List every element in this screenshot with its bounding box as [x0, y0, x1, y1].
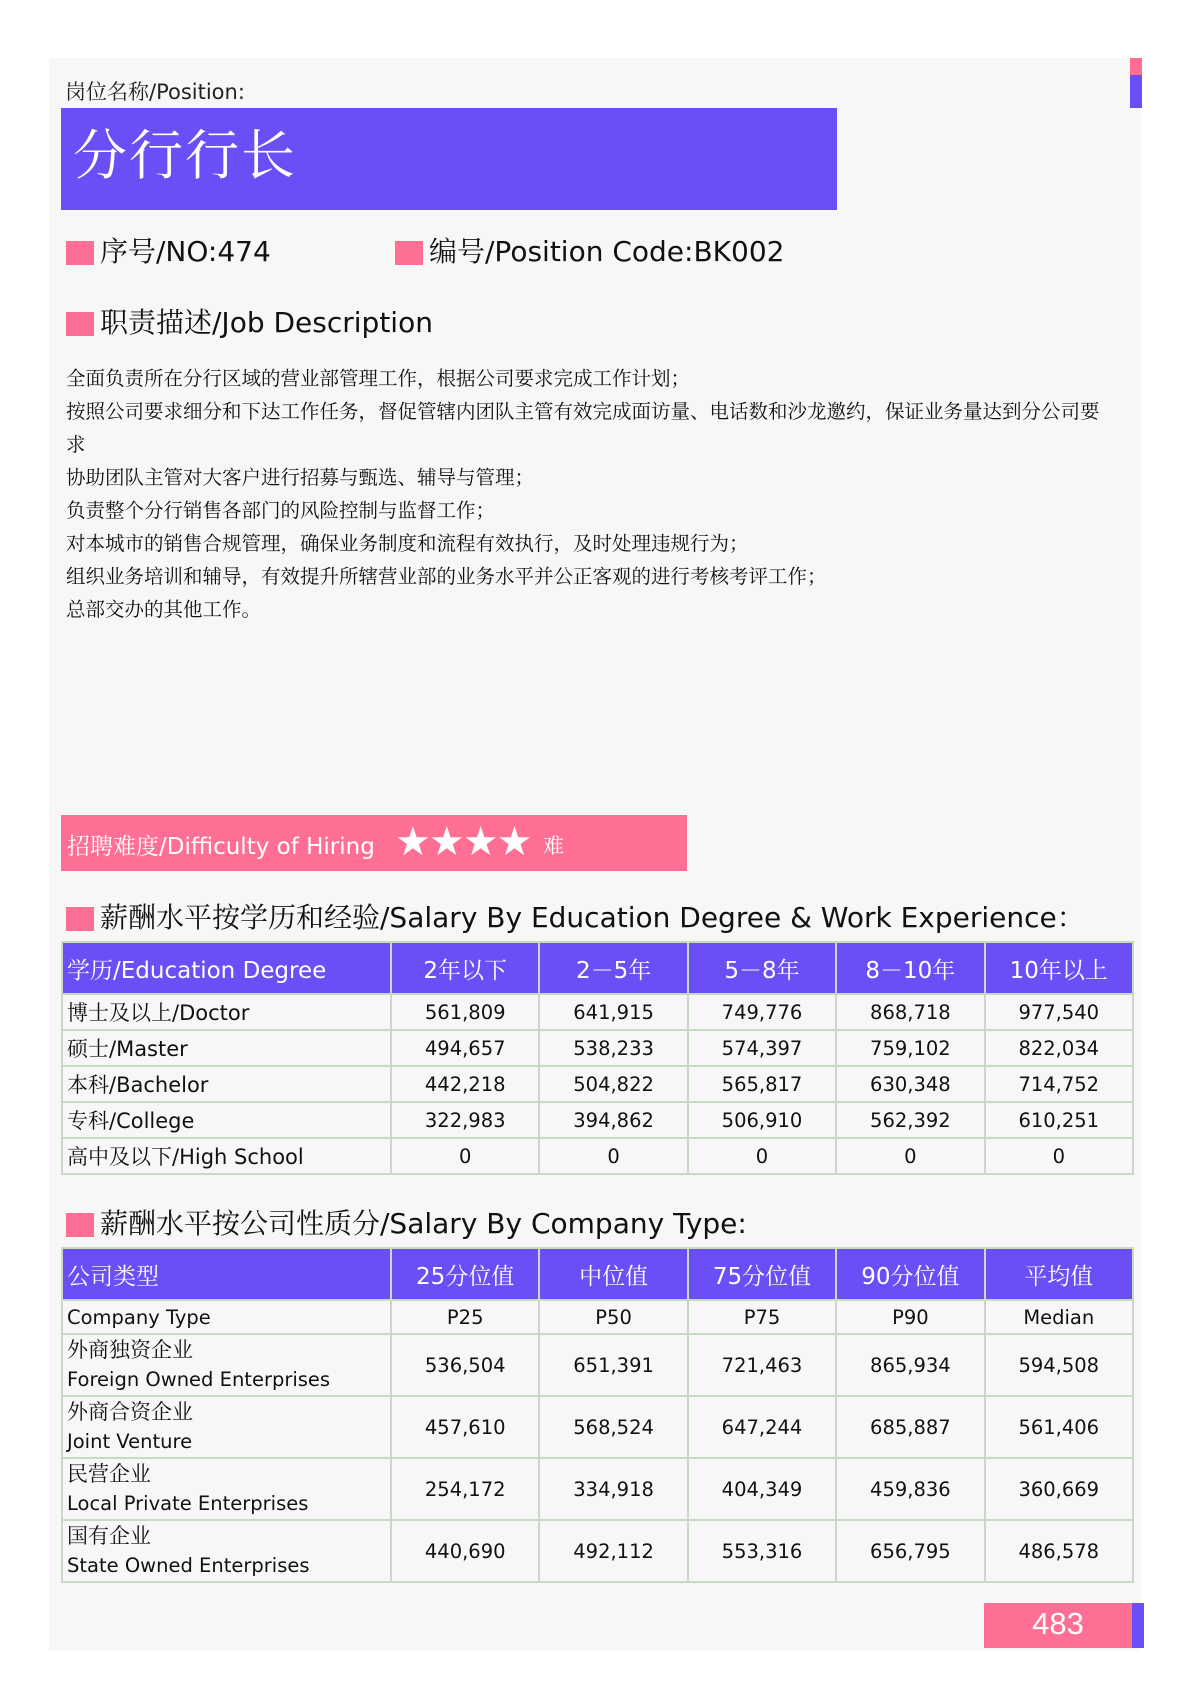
- job-description-heading-text: 职责描述/Job Description: [100, 306, 433, 339]
- row-label: 硕士/Master: [62, 1030, 391, 1066]
- table-cell: 574,397: [688, 1030, 836, 1066]
- position-title: 分行行长: [73, 124, 297, 187]
- table-cell: 254,172: [391, 1458, 539, 1520]
- table-cell: 457,610: [391, 1396, 539, 1458]
- row-label: [62, 1396, 391, 1458]
- column-header: 平均值: [985, 1248, 1133, 1300]
- corner-accent-pink: [1130, 58, 1142, 75]
- row-label: [62, 1520, 391, 1582]
- subheader-cell: P50: [539, 1300, 687, 1334]
- description-line: 全面负责所在分行区域的营业部管理工作，根据公司要求完成工作计划；: [66, 367, 691, 390]
- table-row: [62, 1458, 1133, 1520]
- table-row: [62, 1334, 1133, 1396]
- table-cell: 685,887: [836, 1396, 984, 1458]
- column-header: 公司类型: [62, 1248, 391, 1300]
- table-header-row: [62, 1248, 1133, 1300]
- description-line: 负责整个分行销售各部门的风险控制与监督工作；: [66, 499, 496, 522]
- table-cell: 721,463: [688, 1334, 836, 1396]
- page-number-accent: [1132, 1603, 1144, 1648]
- table-cell: 492,112: [539, 1520, 687, 1582]
- table-row: [62, 994, 1133, 1030]
- table-cell: 565,817: [688, 1066, 836, 1102]
- table-cell: 630,348: [836, 1066, 984, 1102]
- bullet-square-icon: [66, 312, 94, 336]
- bullet-square-icon: [395, 241, 423, 265]
- bullet-square-icon: [66, 1213, 94, 1237]
- table-row: [62, 1066, 1133, 1102]
- hiring-difficulty-bar: [61, 815, 687, 871]
- subheader-cell: P25: [391, 1300, 539, 1334]
- table-cell: 561,406: [985, 1396, 1133, 1458]
- column-header: 学历/Education Degree: [62, 942, 391, 994]
- table-cell: 360,669: [985, 1458, 1133, 1520]
- subheader-cell: Company Type: [62, 1300, 391, 1334]
- subheader-cell: P75: [688, 1300, 836, 1334]
- table-cell: 459,836: [836, 1458, 984, 1520]
- table-cell: 651,391: [539, 1334, 687, 1396]
- star-rating-icon: ★★★★: [395, 819, 531, 865]
- job-description-body: [66, 362, 1136, 626]
- company-salary-heading: [66, 1202, 747, 1242]
- row-label: [62, 1458, 391, 1520]
- description-line: 按照公司要求细分和下达工作任务，督促管辖内团队主管有效完成面访量、电话数和沙龙邀约，保证业务量达到分公司要: [66, 400, 1100, 423]
- row-label-en: Joint Venture: [67, 1430, 193, 1453]
- description-line: 组织业务培训和辅导，有效提升所辖营业部的业务水平并公正客观的进行考核考评工作；: [66, 565, 827, 588]
- column-header: 8－10年: [836, 942, 984, 994]
- subheader-cell: Median: [985, 1300, 1133, 1334]
- serial-number: [66, 230, 271, 270]
- subheader-cell: P90: [836, 1300, 984, 1334]
- company-salary-table: [61, 1247, 1134, 1583]
- table-header-row: [62, 942, 1133, 994]
- row-label: [62, 1334, 391, 1396]
- bullet-square-icon: [66, 907, 94, 931]
- edu-salary-heading: [66, 896, 1085, 936]
- row-label-cn: 外商合资企业: [67, 1400, 193, 1424]
- column-header: 2年以下: [391, 942, 539, 994]
- table-cell: 822,034: [985, 1030, 1133, 1066]
- edu-salary-table: [61, 941, 1134, 1175]
- column-header: 10年以上: [985, 942, 1133, 994]
- table-cell: 641,915: [539, 994, 687, 1030]
- table-row: [62, 1396, 1133, 1458]
- description-line: 对本城市的销售合规管理，确保业务制度和流程有效执行，及时处理违规行为；: [66, 532, 749, 555]
- table-row: [62, 1138, 1133, 1174]
- position-label: 岗位名称/Position:: [65, 80, 245, 104]
- row-label: 高中及以下/High School: [62, 1138, 391, 1174]
- table-subheader-row: [62, 1300, 1133, 1334]
- serial-number-text: 序号/NO:474: [100, 235, 271, 268]
- table-cell: 647,244: [688, 1396, 836, 1458]
- hiring-difficulty-label: 招聘难度/Difficulty of Hiring: [67, 834, 375, 860]
- table-cell: 538,233: [539, 1030, 687, 1066]
- table-cell: 562,392: [836, 1102, 984, 1138]
- row-label: 本科/Bachelor: [62, 1066, 391, 1102]
- table-cell: 0: [985, 1138, 1133, 1174]
- table-row: [62, 1030, 1133, 1066]
- bullet-square-icon: [66, 241, 94, 265]
- page-number-badge: [984, 1603, 1132, 1648]
- column-header: 90分位值: [836, 1248, 984, 1300]
- table-cell: 506,910: [688, 1102, 836, 1138]
- row-label-cn: 民营企业: [67, 1462, 151, 1486]
- row-label-en: State Owned Enterprises: [67, 1554, 310, 1577]
- table-cell: 759,102: [836, 1030, 984, 1066]
- table-cell: 568,524: [539, 1396, 687, 1458]
- table-cell: 536,504: [391, 1334, 539, 1396]
- table-cell: 394,862: [539, 1102, 687, 1138]
- table-cell: 334,918: [539, 1458, 687, 1520]
- table-cell: 322,983: [391, 1102, 539, 1138]
- table-cell: 0: [539, 1138, 687, 1174]
- column-header: 中位值: [539, 1248, 687, 1300]
- table-cell: 594,508: [985, 1334, 1133, 1396]
- position-code-text: 编号/Position Code:BK002: [429, 235, 785, 268]
- table-row: [62, 1102, 1133, 1138]
- table-cell: 977,540: [985, 994, 1133, 1030]
- table-cell: 656,795: [836, 1520, 984, 1582]
- title-banner: [61, 108, 837, 210]
- row-label: 专科/College: [62, 1102, 391, 1138]
- table-cell: 494,657: [391, 1030, 539, 1066]
- corner-accent-purple: [1130, 75, 1142, 108]
- table-cell: 749,776: [688, 994, 836, 1030]
- column-header: 2－5年: [539, 942, 687, 994]
- position-code: [395, 230, 784, 270]
- description-line: 求: [66, 433, 86, 456]
- hiring-difficulty-level: 难: [543, 834, 564, 858]
- table-cell: 553,316: [688, 1520, 836, 1582]
- table-cell: 868,718: [836, 994, 984, 1030]
- table-cell: 0: [688, 1138, 836, 1174]
- row-label-en: Foreign Owned Enterprises: [67, 1368, 331, 1391]
- table-cell: 865,934: [836, 1334, 984, 1396]
- column-header: 25分位值: [391, 1248, 539, 1300]
- table-cell: 561,809: [391, 994, 539, 1030]
- description-line: 协助团队主管对大客户进行招募与甄选、辅导与管理；: [66, 466, 535, 489]
- table-cell: 442,218: [391, 1066, 539, 1102]
- column-header: 5－8年: [688, 942, 836, 994]
- table-cell: 610,251: [985, 1102, 1133, 1138]
- row-label-cn: 国有企业: [67, 1524, 151, 1548]
- column-header: 75分位值: [688, 1248, 836, 1300]
- page-number: 483: [1032, 1606, 1084, 1641]
- table-cell: 714,752: [985, 1066, 1133, 1102]
- company-salary-heading-text: 薪酬水平按公司性质分/Salary By Company Type:: [100, 1207, 747, 1240]
- job-description-heading: [66, 301, 433, 341]
- row-label: 博士及以上/Doctor: [62, 994, 391, 1030]
- table-cell: 486,578: [985, 1520, 1133, 1582]
- table-cell: 0: [836, 1138, 984, 1174]
- row-label-cn: 外商独资企业: [67, 1338, 193, 1362]
- row-label-en: Local Private Enterprises: [67, 1492, 309, 1515]
- table-cell: 440,690: [391, 1520, 539, 1582]
- table-cell: 504,822: [539, 1066, 687, 1102]
- description-line: 总部交办的其他工作。: [66, 598, 262, 621]
- table-cell: 0: [391, 1138, 539, 1174]
- table-row: [62, 1520, 1133, 1582]
- table-cell: 404,349: [688, 1458, 836, 1520]
- edu-salary-heading-text: 薪酬水平按学历和经验/Salary By Education Degree & Work Experience：: [100, 901, 1085, 934]
